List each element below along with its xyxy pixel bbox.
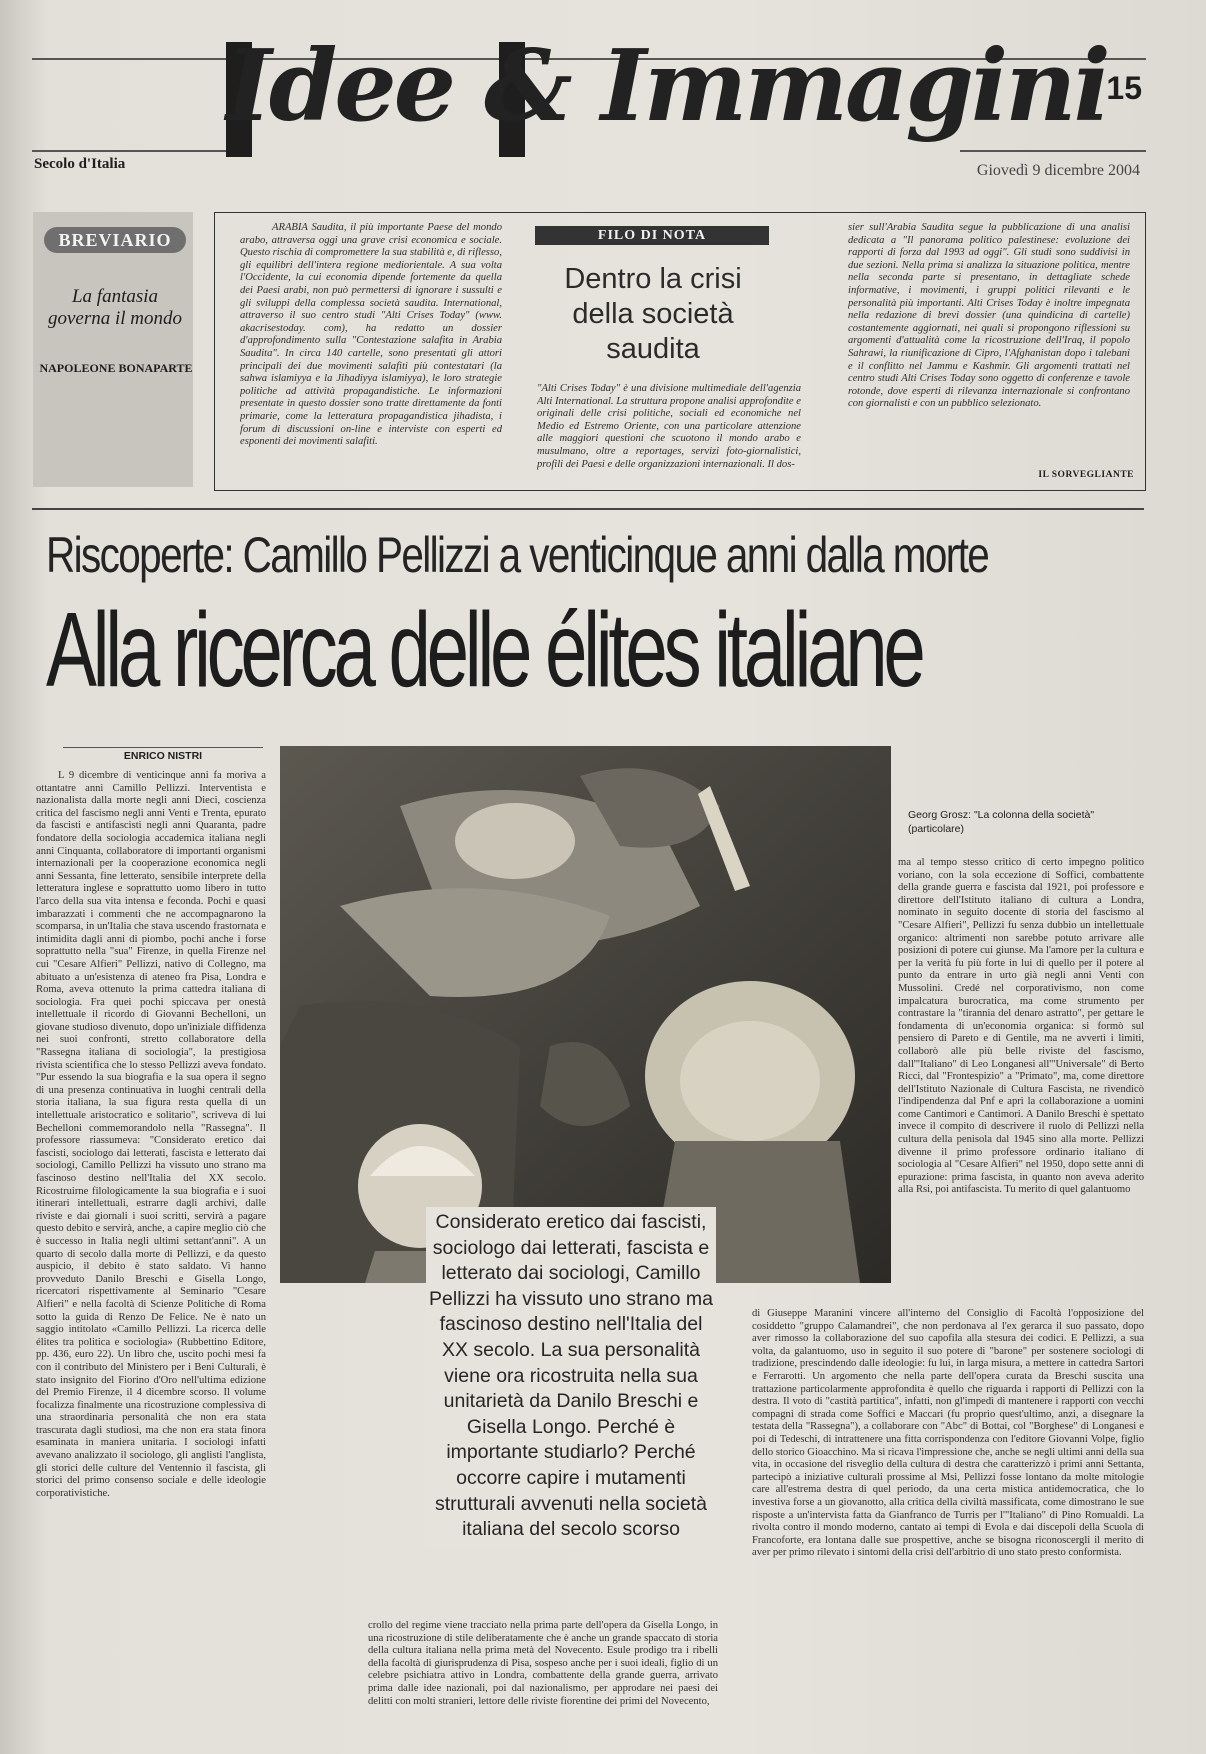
- painting-caption: Georg Grosz: "La colonna della società" (particolare): [908, 809, 1095, 835]
- masthead-rule-left: [32, 150, 246, 152]
- painting-image: [280, 746, 891, 1283]
- article-column-1: L 9 dicembre di venticinque anni fa moriva a ottantatre anni Camillo Pellizzi. Interventista e nazionalista dalla morte negli anni Dieci, coscienza critica del fascismo negli anni Venti e Trenta, epurato da fascisti e antifascisti negli anni Quaranta, padre fondatore della sociologia accademica italiana negli anni Cinquanta, collaboratore di importanti organismi internazionali per la cooperazione economica negli anni Sessanta, fine letterato, sensibile interprete della letteratura inglese e soprattutto uomo libero in tutto l'arco della sua vita intensa e feconda. Pochi e quasi imbarazzati i commenti che ne accompagnarono la scomparsa, in un'Italia che stava uscendo frastornata e intimidita dagli anni di piombo, pochi anche i forse soprattutto nella "sua" Firenze, in quella Firenze nel cui "Cesare Alfieri" Pellizzi, nativo di Collegno, ma abituato a un'esistenza di ateneo fra Pisa, Londra e Roma, aveva ottenuto la prima cattedra italiana di sociologia. Fra quei pochi spiccava per onestà intellettuale il ricordo di Giovanni Bechelloni, un giovane studioso divenuto, dopo un'iniziale diffidenza nei suoi confronti, stretto collaboratore della "Rassegna italiana di sociologia", la prestigiosa rivista scientifica che lo stesso Pellizzi aveva fondato. "Pur essendo la sua biografia e la sua opera il segno di una presenza continuativa in luoghi centrali della storia italiana, la sua figura resta quella di un intellettuale aristocratico e solitario", scriveva di lui Bechelloni commemorandolo nella "Rassegna". Il professore riassumeva: "Considerato eretico dai fascisti, sociologo dai letterati, fascista e letterato dai sociologi, Camillo Pellizzi ha vissuto uno strano ma fascinoso destino nell'Italia del XX secolo. Ricostruirne filologicamente la sua biografia e i suoi itinerari intellettuali, estrarre dagli archivi, dalle riviste e dai giornali i suoi scritti, servirà a pagare questo debito e servirà, anche, a capire meglio ciò che è successo in Italia negli ultimi settant'anni". A un quarto di secolo dalla morte di Pellizzi, e da questo auspicio, il debito è stato saldato. Vi hanno provveduto Danilo Breschi e Gisella Longo, ricercatori rispettivamente al Seminario "Cesare Alfieri" e nella facoltà di Scienze Politiche di Roma sotto la guida di Renzo De Felice. Ne è nato un saggio intitolato «Camillo Pellizzi. La ricerca delle élites tra politica e sociologia» (Rubbettino Editore, pp. 436, euro 22). Un libro che, uscito pochi mesi fa con il contributo del Ministero per i Beni Culturali, è stato insignito del Fiorino d'Oro nell'ultima edizione del Premio Firenze, il 4 dicembre scorso. Il volume focalizza finalmente una ricostruzione complessiva di una straordinaria personalità che non era stata trascurata dagli studiosi, ma che non era stata finora esaminata in maniera unitaria. I sociologi infatti avevano analizzato il sociologo, gli anglisti l'anglista, gli storici delle culture del Ventennio il fascista, gli storici del primo consenso sociale e delle ideologie corporativistiche.: [36, 770, 266, 1499]
- article-column-bottom-right: di Giuseppe Maranini vincere all'interno del Consiglio di Facoltà l'opposizione del cosiddetto "gruppo Calamandrei", che non perdonava al l'ex gerarca il suo passato, dopo aver rimosso la collaborazione del suo capofila alla stesura dei codici. E Pellizzi, a sua volta, da galantuomo, uso in seguito il suo potere di "barone" per sostenere sociologi di tradizione, prescindendo dalle ideologie: fu lui, in larga misura, a mettere in cattedra Sartori e Ferrarotti. Un argomento che nella parte dell'opera curata da Breschi suscita una trattazione particolarmente approfondita è quello che riguarda i rapporti di Pellizzi con la destra. Il voto di "castità partitica", infatti, non gl'impedì di mantenere i rapporti con vecchi compagni di strada come Soffici e Maccari (fu proprio quest'ultimo, anzi, a disegnare la testata della "Rassegna"), a collaborare con "Abc" di Bottai, col "Borghese" di Longanesi e poi di Tedeschi, di intrattenere una fitta corrispondenza con l'editore Giovanni Volpe, figlio dello storico Gioacchino. Ma si ricava l'impressione che, anche se negli ultimi anni della sua vita, in occasione del risveglio della cultura di destra che caratterizzò i primi anni Settanta, partecipò a iniziative culturali prossime al Msi, Pellizzi fosse lontano da molte mitologie care all'estrema destra di quel periodo, da una certa mistica antidemocratica, che lo investiva forse a un giovanotto, alla critica della civiltà massificata, come dimostrano le sue risposte a un'intervista fatta da Gianfranco de Turris per l'"Italiano" di Pino Romualdi. La rivolta contro il mondo moderno, cantato ai tempi di Evola e dai discepoli della Scuola di Francoforte, era lontana dalle sue prospettive, anche se bisogna riconoscergli il merito di aver per primo rilevato i sintomi della crisi dell'arbitrio di uno stato presto conformista.: [752, 1308, 1144, 1559]
- article-column-middle-bottom: crollo del regime viene tracciato nella prima parte dell'opera da Gisella Longo, in una ricostruzione di stile deliberatamente che è anche un grande spaccato di storia della cultura italiana nella prima metà del Novecento. Esule prodigo tra i ribelli della facoltà di giurisprudenza di Pisa, sospeso anche per i suoi ideali, figlio di un celebre psichiatra attivo in Londra, combattente della grande guerra, arrivato prima dalle idee nazionali, poi dal nazionalismo, per approdare nei paesi dei delitti con molti stranieri, lettore delle riviste fiorentine dei primi del Novecento,: [368, 1620, 718, 1707]
- editorial-column-3: sier sull'Arabia Saudita segue la pubblicazione di una analisi dedicata a "Il panorama politico palestinese: evoluzione dei rapporti di forza dal 1993 ad oggi". Gli studi sono suddivisi in due sezioni. Nella prima si analizza la situazione politica, mentre nella seconda parte si presentano, in dettagliate schede informative, i movimenti, i gruppi politici rilevanti e le personalità più importanti. Alti Crises Today è inoltre impegnata nella redazione di brevi dossier (una quindicina di cartelle) costantemente aggiornati, nei quali si propongono riflessioni su argomenti d'attualità come la ricostruzione dell'Iraq, il popolo Sahrawi, la riunificazione di Cipro, l'Afghanistan dopo i talebani e il conflitto nel Jammu e Kashmir. Gli argomenti trattati nel centro studi Alti Crises Today sono oggetto di conferenze e tavole rotonde, dove esperti di rilevanza internazionale si confrontano con giornalisti e con un pubblico selezionato.: [848, 222, 1130, 410]
- article-kicker: Riscoperte: Camillo Pellizzi a venticinque anni dalla morte: [46, 527, 989, 583]
- article-column-right: ma al tempo stesso critico di certo impegno politico voriano, con la sola eccezione di Soffici, combattente della grande guerra e fascista dal 1921, poi professore e direttore dell'Istituto italiano di cultura a Londra, nominato in seguito docente di storia del fascismo al "Cesare Alfieri", Pellizzi fu senza dubbio un intellettuale organico: altrimenti non sarebbe potuto arrivare alle posizioni di potere cui giunse. Ma l'amore per la cultura e per la verità fu più forte in lui di quello per il potere al punto da entrare in urto già negli anni Venti con Mussolini. Credé nel corporativismo, non come impalcatura burocratica, ma come strumento per contrastare la "tirannia del denaro astratto", per gettare le fondamenta di un'economia organica: si formò sul pensiero di Pareto e di Gentile, ma ne avvertì i limiti, collaborò alle più belle riviste del fascismo, dall'"Italiano" di Leo Longanesi all'"Universale" di Berto Ricci, dal "Frontespizio" a "Primato", ma, come direttore dell'Istituto Nazionale di Cultura Fascista, ne rivendicò l'indipendenza dal Pnf e aprì la collaborazione a uomini come Cantimori e Cantimori. A Danilo Breschi è spettato invece il compito di descrivere il ruolo di Pellizzi nella cultura della penisola dal 1945 sino alla morte. Pellizzi divenne il primo professore ordinario italiano di sociologia al "Cesare Alfieri" nel 1950, dopo sette anni di epurazione: prima fascista, in quanto non aveva aderito alla Rsi, poi antifascista. Tu merito di quel galantuomo: [898, 857, 1144, 1196]
- painting-illustration: [280, 746, 891, 1283]
- article-byline: ENRICO NISTRI: [63, 747, 263, 762]
- breviario-box: [33, 212, 193, 487]
- editorial-column-1: ARABIA Saudita, il più importante Paese del mondo arabo, attraversa oggi una grave crisi economica e sociale. Questo rischia di compromettere la sua stabilità e, di riflesso, gli equilibri dell'intera regione mediorientale. A sua volta l'Occidente, la cui economia dipende fortemente da quella dei Paesi arabi, non può permettersi di ignorare i sussulti e gli sviluppi della complessa società saudita. International, attraverso il suo centro studi "Alti Crises Today" (www. akacrisestoday. com), ha redatto un dossier d'approfondimento sulla "Contestazione salafita in Arabia Saudita". In circa 140 cartelle, sono presentati gli attori principali dei due movimenti salafiti più contestatari (la sahwa islamiyya e la Jihadiyya islamiyya), le loro strategie politiche ad attività propagandistiche. Le informazioni presentate in questo dossier sono tratte direttamente da fonti primarie, come la letteratura propagandistica jihadista, i forum di discussioni on-line e interviste con esperti ed esponenti dei movimenti salafiti.: [240, 222, 502, 448]
- issue-date: Giovedì 9 dicembre 2004: [976, 162, 1140, 179]
- headline-rule: [32, 508, 1144, 510]
- editorial-column-2: "Alti Crises Today" è una divisione multimediale dell'agenzia Alti International. La struttura propone analisi approfondite e originali delle crisi politiche, sociali ed economiche nel Medio ed Estremo Oriente, con una particolare attenzione alle maggiori questioni che scuotono il mondo arabo e musulmano, oltre a reportages, servizi foto-giornalistici, profili dei Paesi e delle organizzazioni internazionali. Il dos-: [537, 383, 801, 470]
- newspaper-name: Secolo d'Italia: [34, 156, 126, 172]
- editorial-title: Dentro la crisi della società saudita: [564, 263, 742, 365]
- pull-quote: Considerato eretico dai fascisti, sociologo dai letterati, fascista e letterato dai sociologi, Camillo Pellizzi ha vissuto uno strano ma fascinoso destino nell'Italia del XX secolo. La sua personalità viene ora ricostruita nella sua unitarietà da Danilo Breschi e Gisella Longo. Perché è importante studiarlo? Perché occorre capire i mutamenti strutturali avvenuti nella società italiana del secolo scorso: [426, 1207, 716, 1546]
- editorial-signature: IL SORVEGLIANTE: [1038, 470, 1134, 480]
- section-title: Idee & Immagini: [226, 29, 1108, 144]
- breviario-author: NAPOLEONE BONAPARTE: [39, 361, 193, 375]
- page-number: 15: [1106, 70, 1142, 106]
- filo-di-nota-label: FILO DI NOTA: [535, 226, 769, 245]
- masthead-rule-right: [960, 150, 1146, 152]
- breviario-label: BREVIARIO: [44, 227, 186, 253]
- article-headline: Alla ricerca delle élites italiane: [46, 591, 922, 709]
- breviario-quote: La fantasia governa il mondo: [47, 286, 183, 329]
